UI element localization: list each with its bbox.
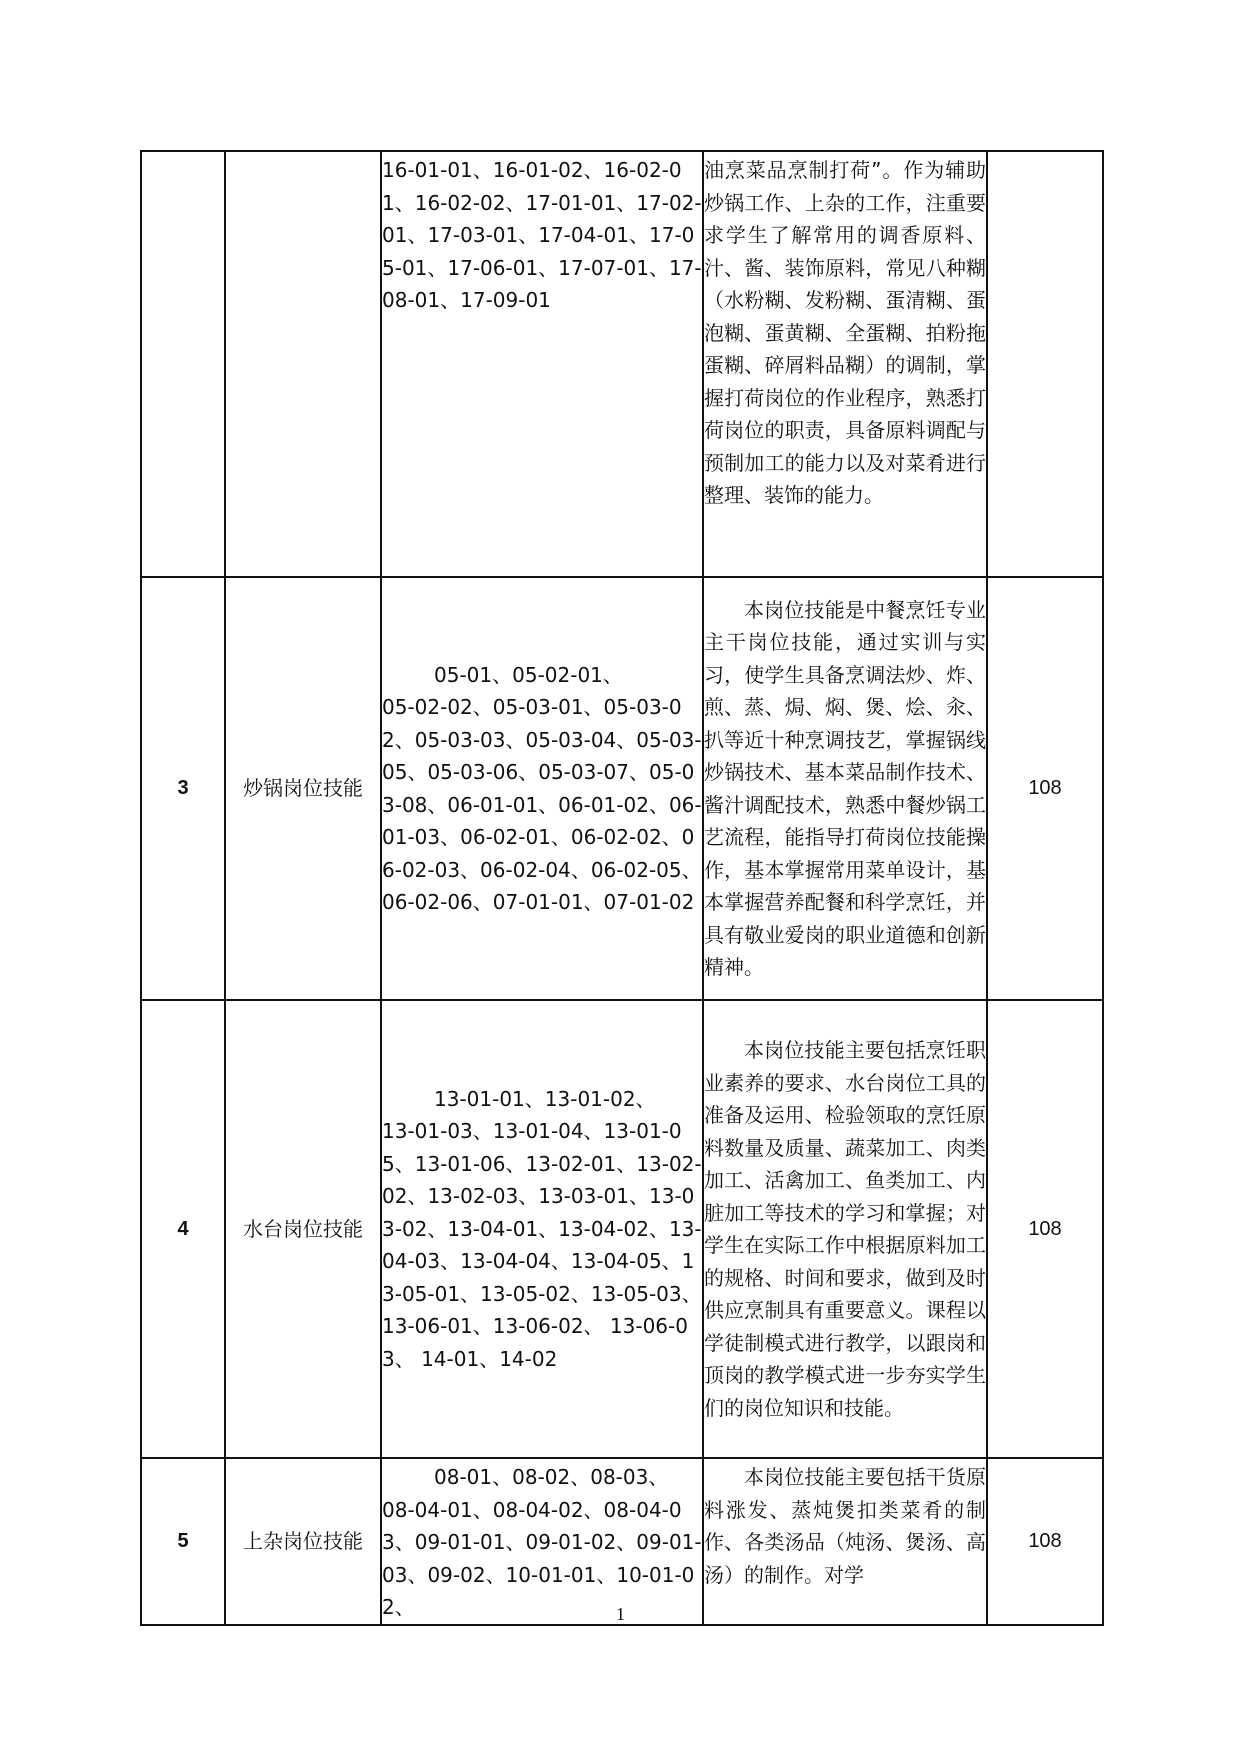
skill-name-cell: 上杂岗位技能: [225, 1458, 381, 1625]
hours-cell: 108: [987, 1000, 1103, 1458]
table-row: [141, 151, 1103, 577]
page-number: 1: [616, 1604, 625, 1624]
hours-cell: 108: [987, 1458, 1103, 1625]
hours-cell: 108: [987, 577, 1103, 1000]
table-row: [141, 1458, 1103, 1625]
row-number-cell: 4: [141, 1000, 225, 1458]
description-cell: 本岗位技能是中餐烹饪专业主干岗位技能，通过实训与实习，使学生具备烹调法炒、炸、煎、蒸、焗、焖、煲、烩、汆、扒等近十种烹调技艺，掌握锅线炒锅技术、基本菜品制作技术、酱汁调配技术，熟悉中餐炒锅工艺流程，能指导打荷岗位技能操作，基本掌握常用菜单设计，基本掌握营养配餐和科学烹饪，并具有敬业爱岗的职业道德和创新精神。: [703, 577, 987, 1000]
module-codes-cell: [381, 1000, 703, 1458]
module-codes-first-line: 05-01、05-02-01、: [434, 662, 623, 687]
module-codes-rest: 05-02-02、05-03-01、05-03-02、05-03-03、05-03-04、05-03-05、05-03-06、05-03-07、05-03-08、06-01-01、06-01-02、06-01-03、06-02-01、06-02-02、06-02-03、06-02-04、06-02-05、06-02-06、07-01-01、07-01-02: [382, 695, 702, 914]
module-codes-cell: [381, 1458, 703, 1625]
row-number-cell: [141, 151, 225, 577]
row-number-cell: 5: [141, 1458, 225, 1625]
skill-name-cell: 水台岗位技能: [225, 1000, 381, 1458]
table-row: [141, 1000, 1103, 1458]
description-cell: 本岗位技能主要包括烹饪职业素养的要求、水台岗位工具的准备及运用、检验领取的烹饪原料数量及质量、蔬菜加工、肉类加工、活禽加工、鱼类加工、内脏加工等技术的学习和掌握；对学生在实际工作中根据原料加工的规格、时间和要求，做到及时供应烹制具有重要意义。课程以学徒制模式进行教学，以跟岗和顶岗的教学模式进一步夯实学生们的岗位知识和技能。: [703, 1000, 987, 1458]
course-table: [140, 150, 1104, 1626]
module-codes-first-line: 08-01、08-02、08-03、: [434, 1465, 669, 1489]
module-codes-first-line: 13-01-01、13-01-02、: [434, 1086, 656, 1111]
skill-name-cell: 炒锅岗位技能: [225, 577, 381, 1000]
module-codes-rest: 13-01-03、13-01-04、13-01-05、13-01-06、13-02-01、13-02-02、13-02-03、13-03-01、13-03-02、13-04-01、13-04-02、13-04-03、13-04-04、13-04-05、13-05-01、13-05-02、13-05-03、13-06-01、13-06-02、 13-06-03、 14-01、14-02: [382, 1119, 702, 1371]
module-codes-cell: [381, 577, 703, 1000]
skill-name-cell: [225, 151, 381, 577]
module-codes-cell: 16-01-01、16-01-02、16-02-01、16-02-02、17-01-01、17-02-01、17-03-01、17-04-01、17-05-01、17-06-01、17-07-01、17-08-01、17-09-01: [381, 151, 703, 577]
table-row: [141, 577, 1103, 1000]
module-codes-rest: 08-04-01、08-04-02、08-04-03、09-01-01、09-01-02、09-01-03、09-02、10-01-01、10-01-02、: [382, 1497, 702, 1619]
hours-cell: [987, 151, 1103, 577]
row-number-cell: 3: [141, 577, 225, 1000]
description-cell: 油烹菜品烹制打荷”。作为辅助炒锅工作、上杂的工作，注重要求学生了解常用的调香原料、汁、酱、装饰原料，常见八种糊（水粉糊、发粉糊、蛋清糊、蛋泡糊、蛋黄糊、全蛋糊、拍粉拖蛋糊、碎屑料品糊）的调制，掌握打荷岗位的作业程序，熟悉打荷岗位的职责，具备原料调配与预制加工的能力以及对菜肴进行整理、装饰的能力。: [703, 151, 987, 577]
description-cell: 本岗位技能主要包括干货原料涨发、蒸炖煲扣类菜肴的制作、各类汤品（炖汤、煲汤、高汤）的制作。对学: [703, 1458, 987, 1625]
